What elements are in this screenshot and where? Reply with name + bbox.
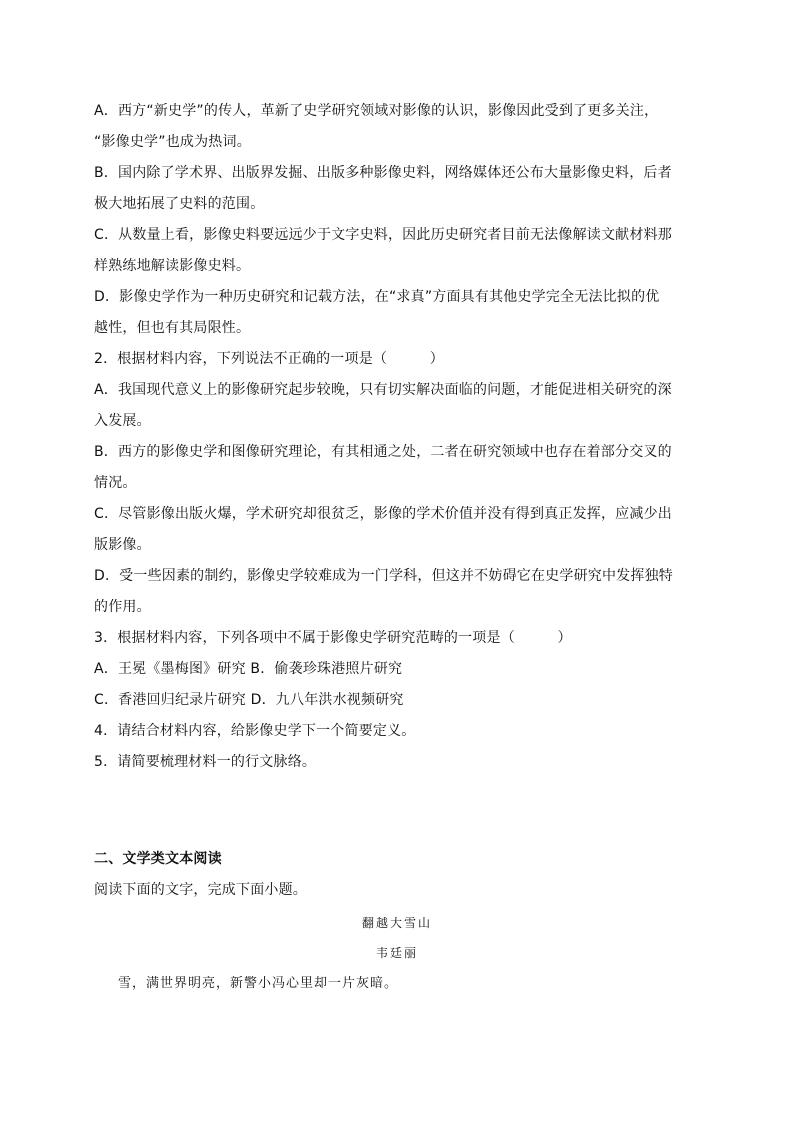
text-line: A．西方“新史学”的传人，革新了史学研究领域对影像的认识，影像因此受到了更多关注， [94, 103, 659, 119]
story-author: 韦廷丽 [375, 946, 418, 960]
text-line: 的作用。 [94, 599, 151, 615]
question-4: 4．请结合材料内容，给影像史学下一个简要定义。 [94, 723, 416, 739]
text-line: D．受一些因素的制约，影像史学较难成为一门学科，但这并不妨碍它在史学研究中发挥独特 [94, 568, 673, 584]
question-2: 2．根据材料内容，下列说法不正确的一项是（ ） [94, 351, 444, 367]
section-heading: 二、文学类文本阅读 [94, 851, 222, 867]
text-line: 版影像。 [94, 537, 151, 553]
text-line: 入发展。 [94, 413, 151, 429]
question-3: 3．根据材料内容，下列各项中不属于影像史学研究范畴的一项是（ ） [94, 630, 572, 646]
text-line: B．西方的影像史学和图像研究理论，有其相通之处，二者在研究领域中也存在着部分交叉的 [94, 444, 672, 460]
text-line: A．我国现代意义上的影像研究起步较晚，只有切实解决面临的问题，才能促进相关研究的深 [94, 382, 672, 398]
question-5: 5．请简要梳理材料一的行文脉络。 [94, 754, 317, 770]
story-first-line: 雪，满世界明亮，新警小冯心里却一片灰暗。 [118, 976, 399, 991]
text-line: 情况。 [94, 475, 137, 491]
text-line: C．尽管影像出版火爆，学术研究却很贫乏，影像的学术价值并没有得到真正发挥，应减少出 [94, 506, 672, 522]
text-line: B．国内除了学术界、出版界发掘、出版多种影像史料，网络媒体还公布大量影像史料，后者 [94, 165, 672, 181]
text-line: 极大地拓展了史料的范围。 [94, 196, 265, 212]
text-line: D．影像史学作为一种历史研究和记载方法，在“求真”方面具有其他史学完全无法比拟的优 [94, 289, 660, 305]
text-line: 样熟练地解读影像史料。 [94, 258, 251, 274]
text-line: C．香港回归纪录片研究 D．九八年洪水视频研究 [94, 692, 404, 708]
text-line: C．从数量上看，影像史料要远远少于文字史料，因此历史研究者目前无法像解读文献材料那 [94, 227, 672, 243]
text-line: A．王冕《墨梅图》研究 B．偷袭珍珠港照片研究 [94, 661, 403, 677]
story-title: 翻越大雪山 [361, 916, 432, 930]
instruction: 阅读下面的文字，完成下面小题。 [94, 882, 307, 898]
text-line: “影像史学”也成为热词。 [94, 134, 251, 150]
text-line: 越性，但也有其局限性。 [94, 320, 251, 336]
